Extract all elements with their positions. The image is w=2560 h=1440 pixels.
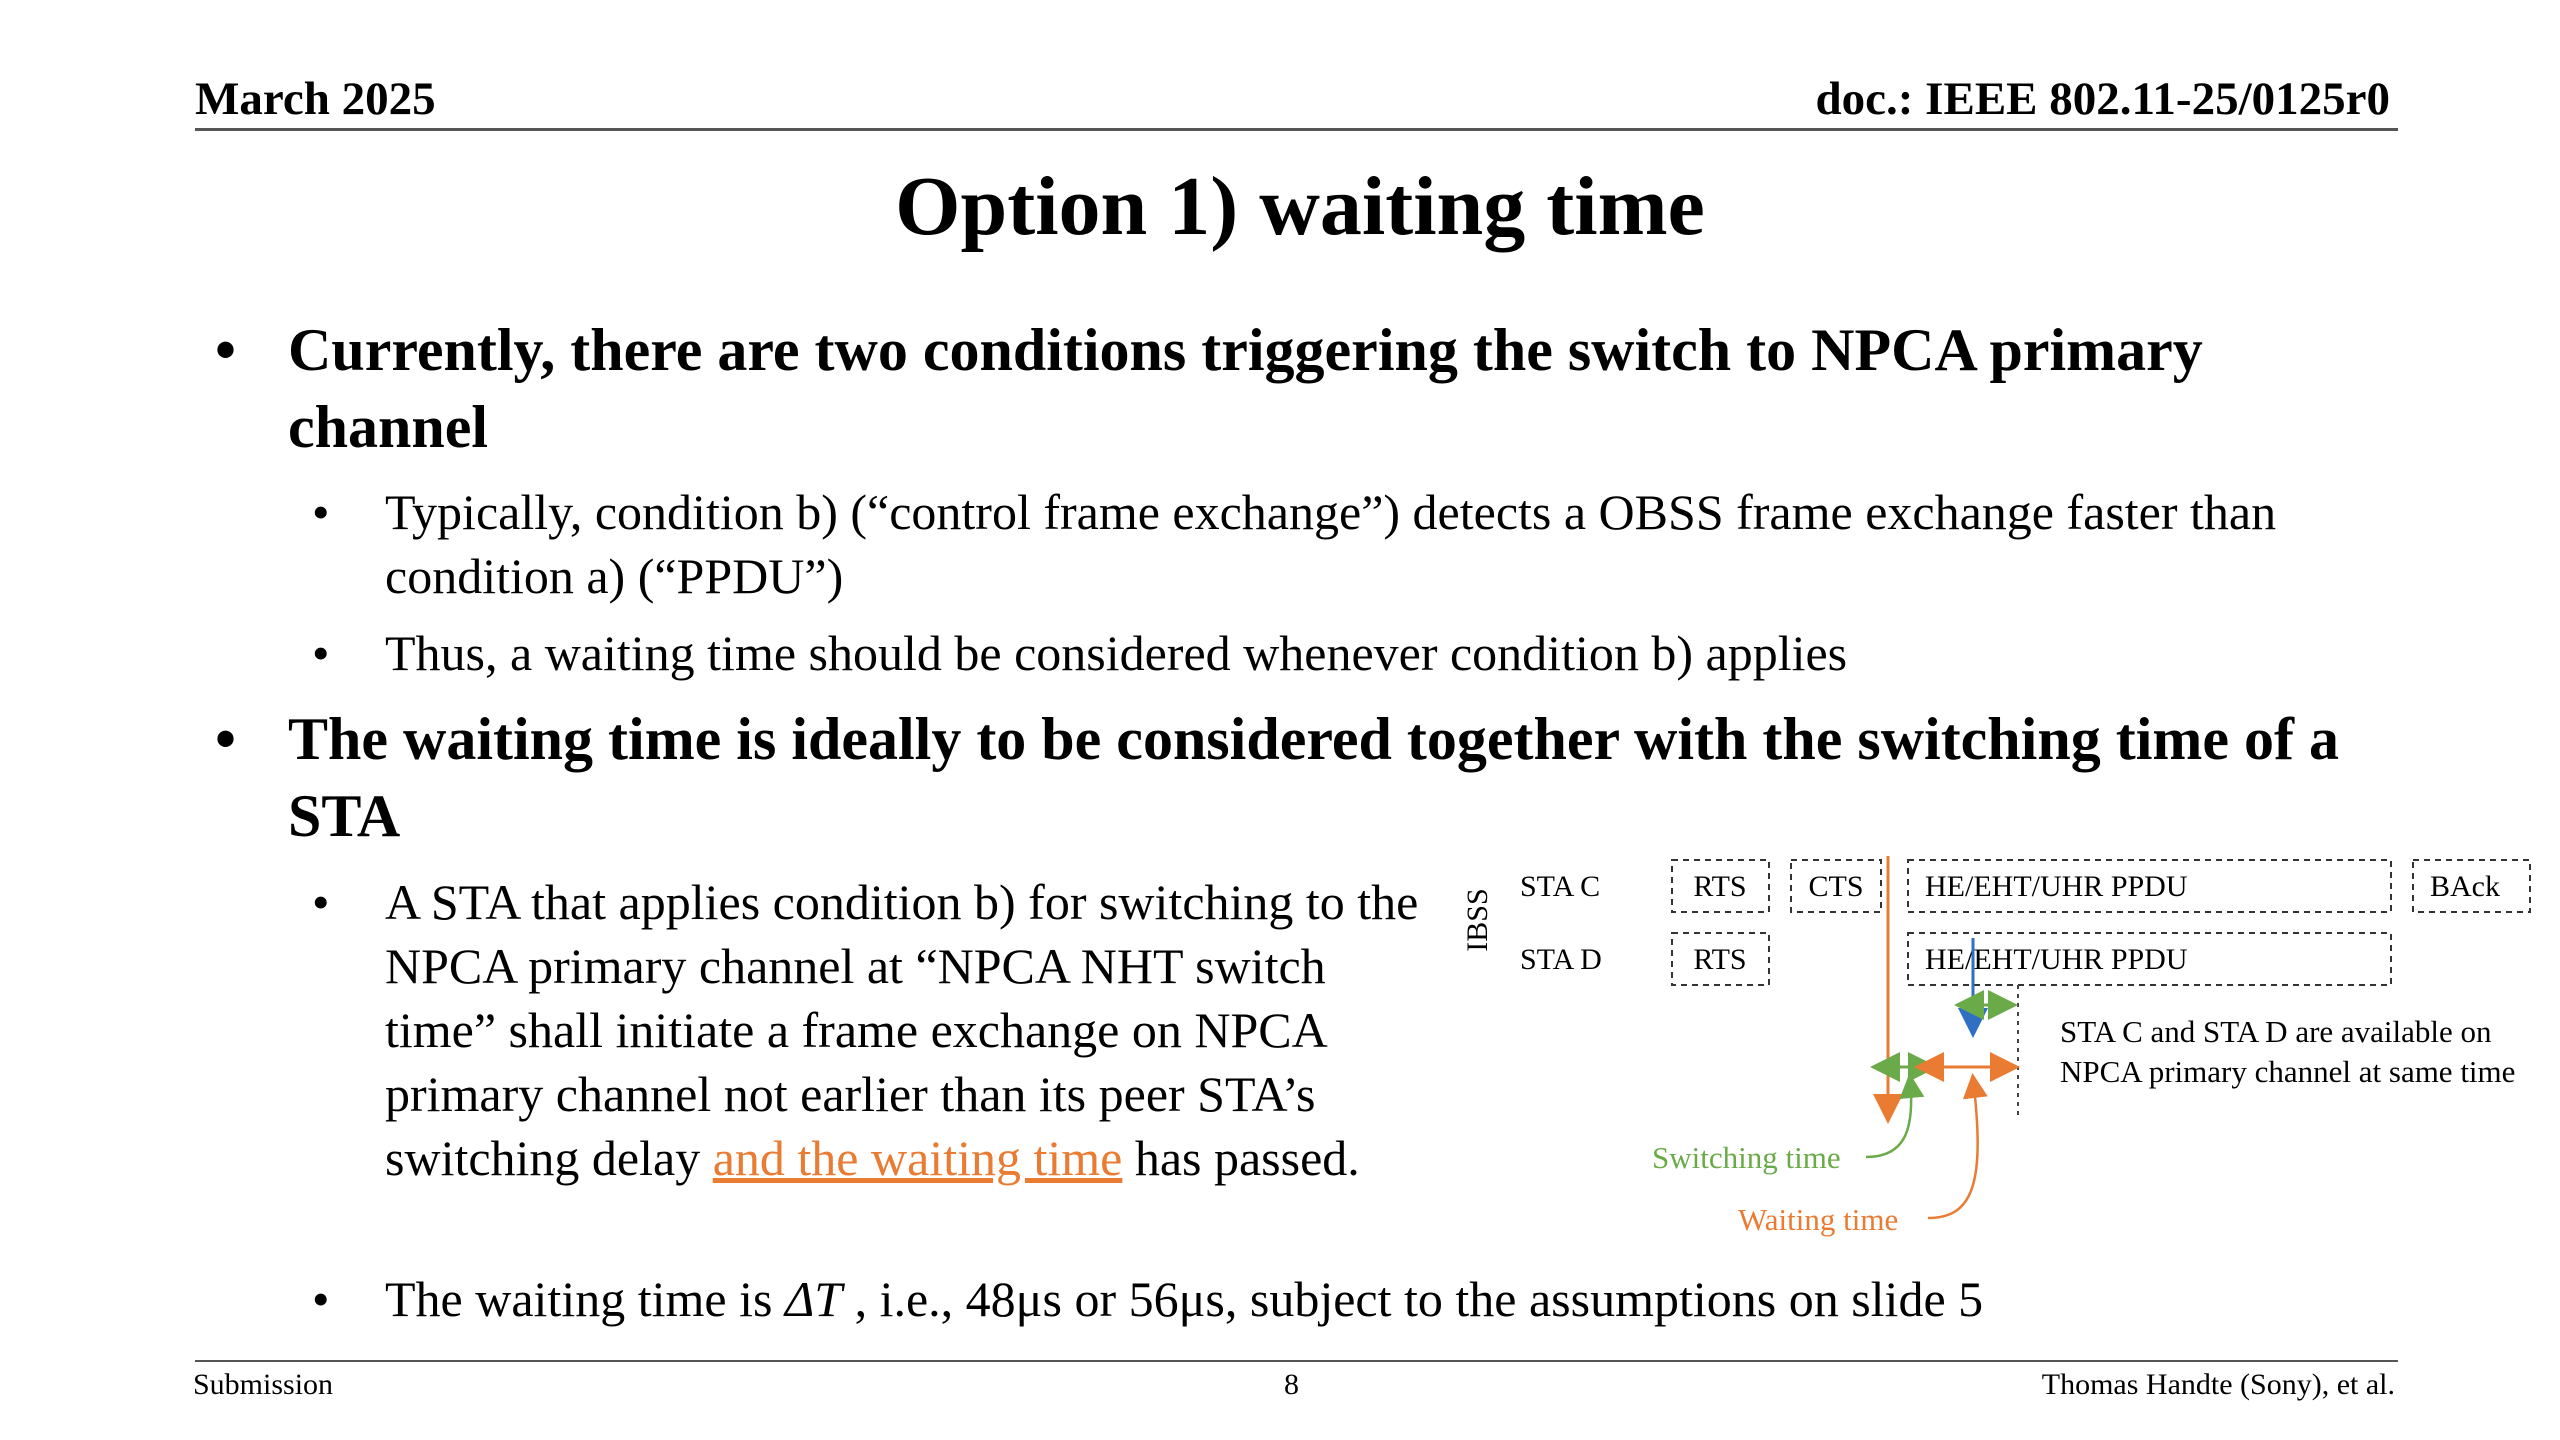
waiting-time-link[interactable]: and the waiting time: [712, 1130, 1123, 1186]
sub-bullet-dot: •: [312, 625, 330, 681]
delta-t-symbol: ΔT: [784, 1271, 843, 1327]
sta-c-cts-label: CTS: [1808, 870, 1864, 903]
footer-submission: Submission: [193, 1368, 334, 1401]
sta-c-label: STA C: [1520, 870, 1601, 903]
availability-note-line1: STA C and STA D are available on: [2060, 1014, 2492, 1049]
sta-d-label: STA D: [1520, 943, 1602, 976]
switching-time-label: Switching time: [1652, 1140, 1841, 1175]
header-rule: [195, 128, 2398, 131]
sub-bullet-dot: •: [312, 1271, 330, 1327]
page-number: 8: [1284, 1368, 1299, 1401]
header-date: March 2025: [195, 73, 436, 125]
sta-c-back-label: BAck: [2430, 870, 2500, 903]
sub-bullet-dot: •: [312, 484, 330, 540]
timing-diagram: [1440, 840, 2550, 1260]
bullet-2-text: The waiting time is ideally to be considered together with the switching time of a STA: [288, 706, 2339, 849]
bullet-dot: •: [215, 317, 237, 383]
bullet-dot: •: [215, 706, 237, 772]
bullet-1-text: Currently, there are two conditions triggering the switch to NPCA primary channel: [288, 317, 2203, 460]
sta-d-ppdu-label: HE/EHT/UHR PPDU: [1925, 943, 2188, 976]
sub-bullet-dot: •: [312, 874, 330, 930]
header-doc-id: doc.: IEEE 802.11-25/0125r0: [1815, 73, 2390, 125]
footer-rule: [195, 1360, 2398, 1362]
sta-c-ppdu-label: HE/EHT/UHR PPDU: [1925, 870, 2188, 903]
waiting-time-label: Waiting time: [1738, 1202, 1899, 1237]
bullet-1-1-text: Typically, condition b) (“control frame exchange”) detects a OBSS frame exchange faster than condition a) (“PPDU”): [385, 484, 2277, 604]
bullet-2-2-pre: The waiting time is: [385, 1271, 785, 1327]
footer-author: Thomas Handte (Sony), et al.: [2041, 1368, 2395, 1401]
bullet-2-1-post: has passed.: [1122, 1130, 1360, 1186]
bullet-2-2-post: , i.e., 48μs or 56μs, subject to the assumptions on slide 5: [842, 1271, 1984, 1327]
sta-c-rts-label: RTS: [1693, 870, 1747, 903]
bullet-2-1-pre: A STA that applies condition b) for switching to the NPCA primary channel at “NPCA NHT switch time” shall initiate a frame exchange on NPCA primary channel not earlier than its peer STA’s switching delay: [385, 874, 1419, 1186]
availability-note-line2: NPCA primary channel at same time: [2060, 1054, 2516, 1089]
sta-d-rts-label: RTS: [1693, 943, 1747, 976]
slide-title: Option 1) waiting time: [895, 160, 1705, 253]
ibss-label: IBSS: [1460, 888, 1494, 952]
bullet-1-2-text: Thus, a waiting time should be considered whenever condition b) applies: [385, 625, 1848, 681]
bullet-2-2-text: [385, 1267, 2385, 1331]
waiting-time-leader: [1928, 1078, 1978, 1218]
bullet-2-1-text: [385, 870, 1435, 1190]
